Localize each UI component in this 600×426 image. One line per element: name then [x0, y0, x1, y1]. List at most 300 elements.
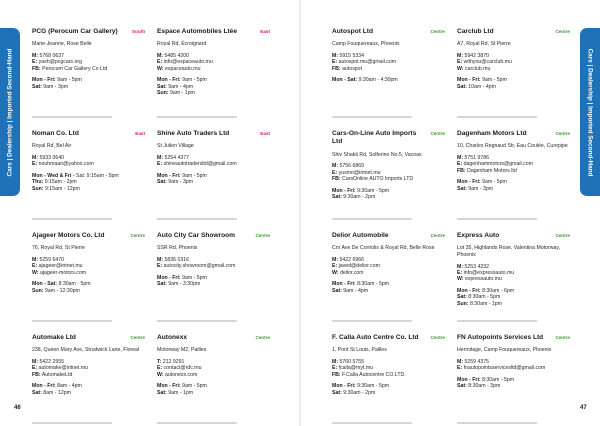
- dealer-header: [332, 130, 445, 147]
- opening-hours: [157, 383, 270, 396]
- contact-value: delior.com: [339, 269, 364, 276]
- contact-value: Perocum Car Gallery Co Ltd: [42, 65, 108, 72]
- contact-line: [157, 372, 270, 378]
- hours-days: Sat:: [457, 185, 467, 192]
- hours-days: Mon - Fri:: [332, 281, 356, 288]
- contact-value: 212 9291: [162, 359, 185, 365]
- contact-value: 5422 6966: [339, 257, 365, 263]
- hours-times: 9am - 4pm: [168, 83, 194, 90]
- dealer-grid: [332, 22, 570, 426]
- hours-times: 8:30am - 5pm: [468, 294, 501, 301]
- contact-value: ajageer@intnet.mu: [38, 263, 83, 270]
- hours-times: 8:30am - 1pm: [469, 300, 502, 307]
- hours-days: Sat:: [32, 83, 42, 90]
- contact-label: M:: [457, 263, 464, 270]
- contact-list: [32, 155, 145, 168]
- contact-value: CarsOnline AUTO Imports LTD: [342, 176, 414, 183]
- entry-divider: [32, 422, 112, 424]
- hours-times: 8:30am - 6pm: [482, 287, 515, 294]
- contact-list: [332, 257, 445, 276]
- dealer-entry: [457, 124, 570, 226]
- contact-list: [457, 53, 570, 72]
- contact-value: fnautopointsservicesltd@gmail.com: [463, 365, 546, 372]
- dealer-address: 76, Royal Rd, St Pierre: [32, 245, 86, 252]
- contact-label: W:: [157, 65, 164, 72]
- hours-times: 8am - 4pm: [57, 383, 82, 390]
- dealer-address: Hermitage, Camp Fouquereaux, Phoenix: [457, 347, 552, 354]
- dealer-address: Royal Rd, Écroignard: [157, 41, 207, 48]
- opening-hours: [32, 77, 145, 90]
- contact-value: autocity.showroom@gmail.com: [163, 263, 236, 270]
- region-tag: Centre: [430, 335, 445, 340]
- hours-line: [32, 390, 145, 396]
- dealer-name: Shine Auto Traders Ltd: [157, 130, 230, 137]
- region-tag: South: [131, 29, 145, 34]
- dealer-name: Automake Ltd: [32, 334, 76, 341]
- hours-times: 9am - 12:30pm: [44, 287, 80, 294]
- hours-times: 9am - 3pm: [43, 83, 69, 90]
- dealer-entry: [32, 22, 145, 124]
- hours-days: Sat:: [457, 383, 467, 390]
- entry-divider: [332, 218, 412, 220]
- hours-line: [457, 84, 570, 90]
- dealer-header: [157, 130, 270, 138]
- contact-line: [157, 161, 270, 167]
- contact-label: M:: [457, 53, 464, 59]
- contact-value: dagenhammotors@gmail.com: [463, 161, 533, 168]
- opening-hours: [332, 281, 445, 294]
- contact-value: contact@rdc.mu: [163, 365, 202, 372]
- opening-hours: [332, 188, 445, 201]
- dealer-address: Motorway M2, Pailles: [157, 347, 207, 354]
- page-number: 47: [580, 405, 587, 411]
- contact-label: FB:: [457, 167, 466, 174]
- contact-label: M:: [32, 257, 39, 263]
- contact-label: M:: [332, 257, 339, 263]
- dealer-header: [157, 232, 270, 240]
- hours-days: Sat:: [332, 287, 342, 294]
- dealer-address: Camp Fouquereaux, Phoenix: [332, 41, 400, 48]
- opening-hours: [457, 179, 570, 192]
- contact-label: M:: [157, 155, 164, 161]
- contact-label: FB:: [332, 65, 341, 72]
- hours-times: 9:15am - 12pm: [44, 185, 80, 192]
- contact-line: [332, 372, 445, 378]
- dealer-name: Autonexx: [157, 334, 188, 341]
- opening-hours: [157, 77, 270, 96]
- contact-value: 5760 5755: [339, 359, 365, 365]
- region-tag: East: [135, 131, 145, 136]
- contact-label: E:: [32, 263, 38, 270]
- contact-label: M:: [457, 359, 464, 365]
- hours-line: [457, 383, 570, 389]
- hours-times: 9am - 1pm: [168, 389, 194, 396]
- contact-list: [157, 53, 270, 72]
- contact-line: [457, 365, 570, 371]
- contact-line: [32, 270, 145, 276]
- contact-value: 5836 0316: [164, 257, 190, 263]
- hours-times: Sat: 9:15am - 5pm: [76, 172, 119, 179]
- contact-list: [32, 257, 145, 276]
- contact-value: 5254 4377: [164, 155, 190, 161]
- contact-label: E:: [32, 365, 38, 372]
- dealer-header: [332, 28, 445, 36]
- contact-value: shineautotradersltd@gmail.com: [163, 161, 237, 168]
- hours-days: Sat:: [157, 83, 167, 90]
- hours-times: 8:30am - 5pm: [58, 281, 91, 288]
- hours-times: 8:30am - 3pm: [468, 383, 501, 390]
- dealer-entry: [332, 328, 445, 426]
- dealer-grid: [32, 22, 270, 426]
- dealer-entry: [332, 226, 445, 328]
- hours-line: [457, 301, 570, 307]
- hours-times: 9:15am - 2pm: [44, 179, 77, 186]
- contact-value: autospot.mu@gmail.com: [338, 59, 397, 66]
- contact-value: espaceauto.mu: [164, 65, 201, 72]
- hours-days: Mon - Sat:: [32, 281, 58, 288]
- hours-days: Mon - Sat:: [332, 77, 358, 84]
- hours-times: 9:30am - 2pm: [343, 194, 376, 201]
- hours-times: 9am - 5pm: [182, 77, 207, 84]
- hours-days: Sat:: [157, 179, 167, 186]
- opening-hours: [457, 77, 570, 90]
- hours-days: Mon - Fri:: [157, 383, 181, 390]
- hours-times: 9am - 5pm: [482, 179, 507, 186]
- dealer-header: [32, 334, 145, 342]
- dealer-header: [332, 232, 445, 240]
- contact-label: W:: [332, 269, 339, 276]
- contact-label: E:: [457, 365, 463, 372]
- hours-line: [332, 194, 445, 200]
- contact-value: 5485 4200: [164, 53, 190, 59]
- hours-days: Mon - Fri:: [32, 383, 56, 390]
- hours-times: 9am - 5pm: [182, 274, 207, 281]
- contact-line: [332, 176, 445, 182]
- hours-days: Mon - Fri:: [332, 187, 356, 194]
- contact-list: [157, 359, 270, 378]
- contact-line: [157, 66, 270, 72]
- contact-label: M:: [332, 359, 339, 365]
- hours-days: Mon - Fri:: [457, 376, 481, 383]
- opening-hours: [457, 288, 570, 307]
- dealer-header: [457, 130, 570, 138]
- hours-days: Mon - Fri:: [32, 77, 56, 84]
- contact-value: F.Calla Autocentre CO.LTD.: [342, 371, 406, 378]
- dealer-name: Carclub Ltd: [457, 28, 494, 35]
- contact-value: info@expressauto.mu: [463, 270, 515, 276]
- contact-label: FB:: [32, 371, 41, 378]
- hours-times: 8:30am - 5pm: [357, 281, 390, 288]
- contact-value: withyou@carclub.mu: [463, 59, 512, 66]
- contact-label: E:: [332, 169, 338, 176]
- contact-label: M:: [157, 257, 164, 263]
- dealer-entry: [457, 226, 570, 328]
- hours-times: 9am - 3:30pm: [168, 281, 201, 288]
- contact-value: info@espaceauto.mu: [163, 59, 213, 66]
- contact-line: [32, 372, 145, 378]
- contact-label: T:: [157, 359, 162, 365]
- hours-days: Sun:: [32, 185, 44, 192]
- page-number: 46: [14, 405, 21, 411]
- section-side-tab: [580, 28, 600, 196]
- hours-times: 9am - 5pm: [182, 172, 207, 179]
- hours-times: 8:30am - 5pm: [482, 376, 515, 383]
- dealer-address: Royal Rd, Bel Air: [32, 143, 72, 150]
- dealer-entry: [157, 226, 270, 328]
- hours-times: 9am - 1pm: [169, 90, 195, 97]
- contact-list: [32, 359, 145, 378]
- contact-label: M:: [32, 53, 39, 59]
- hours-line: [457, 186, 570, 192]
- hours-days: Sat:: [157, 281, 167, 288]
- contact-label: W:: [157, 371, 164, 378]
- contact-list: [457, 359, 570, 372]
- region-tag: Centre: [130, 233, 145, 238]
- region-tag: Centre: [255, 233, 270, 238]
- entry-divider: [332, 116, 412, 118]
- contact-line: [32, 66, 145, 72]
- contact-label: M:: [32, 359, 39, 365]
- contact-label: E:: [457, 161, 463, 168]
- hours-days: Sun:: [157, 90, 169, 97]
- dealer-address: St Julien Village: [157, 143, 194, 150]
- contact-list: [457, 155, 570, 174]
- contact-list: [332, 53, 445, 72]
- opening-hours: [332, 77, 445, 83]
- region-tag: Centre: [255, 335, 270, 340]
- hours-times: 9am - 3pm: [468, 185, 494, 192]
- hours-line: [332, 77, 445, 83]
- contact-value: 5933 0640: [39, 155, 65, 161]
- dealer-entry: [157, 22, 270, 124]
- contact-list: [32, 53, 145, 72]
- contact-value: yash@pcgcars.org: [38, 59, 82, 66]
- dealer-address: Cnr Ave De Corriolis & Royal Rd, Belle Rose: [332, 245, 435, 252]
- contact-label: E:: [157, 59, 163, 66]
- hours-days: Mon - Fri:: [157, 77, 181, 84]
- opening-hours: [32, 383, 145, 396]
- contact-label: M:: [332, 163, 339, 170]
- contact-label: M:: [32, 155, 39, 161]
- contact-value: autonexx.com: [164, 371, 198, 378]
- contact-label: E:: [157, 365, 163, 372]
- dealer-name: Cars-On-Line Auto Imports Ltd: [332, 130, 417, 146]
- contact-value: javed@delior.com: [338, 263, 380, 270]
- contact-list: [332, 359, 445, 378]
- dealer-address: 238, Queen Mary Ave, Strudwick Lane, Floreal: [32, 347, 140, 354]
- hours-days: Sun:: [32, 287, 44, 294]
- contact-value: fcalla@myt.mu: [338, 365, 374, 372]
- contact-line: [157, 263, 270, 269]
- contact-label: E:: [332, 365, 338, 372]
- contact-label: E:: [332, 263, 338, 270]
- opening-hours: [157, 275, 270, 288]
- contact-line: [457, 276, 570, 282]
- hours-times: 9am - 5pm: [182, 383, 207, 390]
- dealer-entry: [332, 124, 445, 226]
- section-side-tab-label: Cars | Dealership | Imported Second-Hand: [6, 48, 14, 176]
- contact-label: W:: [457, 65, 464, 72]
- entry-divider: [32, 218, 112, 220]
- hours-times: 9:30am - 5pm: [357, 187, 390, 194]
- hours-days: Sat:: [457, 83, 467, 90]
- dealer-address: Shiv Shakti Rd, Solferino No.5, Vacoas: [332, 151, 422, 158]
- region-tag: Centre: [555, 233, 570, 238]
- dealer-header: [157, 28, 270, 36]
- hours-days: Sat:: [332, 389, 342, 396]
- dealer-header: [32, 130, 145, 138]
- contact-value: 5253 4232: [464, 263, 490, 270]
- dealer-entry: [32, 328, 145, 426]
- hours-times: 9:30am - 4:30pm: [358, 77, 398, 84]
- contact-list: [457, 264, 570, 283]
- dealer-name: Espace Automobiles Ltée: [157, 28, 238, 35]
- contact-label: E:: [32, 161, 38, 168]
- contact-value: 5942 3870: [464, 53, 490, 59]
- dealer-address: SSR Rd, Phoenix: [157, 245, 198, 252]
- contact-value: nouhmaan@yahoo.com: [38, 161, 94, 168]
- region-tag: Centre: [430, 29, 445, 34]
- contact-label: E:: [157, 263, 163, 270]
- contact-line: [457, 168, 570, 174]
- contact-value: 5756 6869: [339, 163, 365, 170]
- dealer-header: [157, 334, 270, 342]
- dealer-entry: [157, 124, 270, 226]
- hours-days: Sat:: [157, 389, 167, 396]
- hours-times: 9:30am - 2pm: [343, 389, 376, 396]
- contact-value: 5751 9786: [464, 155, 490, 161]
- opening-hours: [157, 173, 270, 186]
- contact-line: [332, 66, 445, 72]
- dealer-name: F. Calla Auto Centre Co. Ltd: [332, 334, 419, 341]
- contact-label: FB:: [332, 371, 341, 378]
- dealer-name: Delior Automobile: [332, 232, 389, 239]
- hours-days: Sat:: [332, 194, 342, 201]
- dealer-name: Ajageer Motors Co. Ltd: [32, 232, 105, 239]
- hours-days: Sat:: [32, 389, 42, 396]
- region-tag: Centre: [555, 131, 570, 136]
- contact-value: ajageer-motors.com: [39, 269, 87, 276]
- contact-label: M:: [157, 53, 164, 59]
- region-tag: East: [260, 29, 270, 34]
- hours-days: Mon - Fri:: [457, 287, 481, 294]
- hours-times: 9am - 4pm: [343, 287, 369, 294]
- entry-divider: [157, 422, 237, 424]
- contact-label: E:: [332, 59, 338, 66]
- dealer-address: Marie-Jeanne, Rose Belle: [32, 41, 92, 48]
- contact-list: [157, 257, 270, 270]
- dealer-header: [457, 232, 570, 240]
- contact-label: FB:: [32, 65, 41, 72]
- hours-days: Mon - Fri:: [157, 274, 181, 281]
- contact-label: E:: [457, 270, 463, 276]
- entry-divider: [457, 116, 537, 118]
- hours-times: 9am - 3pm: [168, 179, 194, 186]
- dealer-entry: [32, 124, 145, 226]
- contact-label: FB:: [332, 176, 341, 183]
- contact-value: autospot: [342, 65, 363, 72]
- entry-divider: [457, 422, 537, 424]
- hours-times: 9am - 5pm: [57, 77, 82, 84]
- dealer-address: A7, Royal Rd, St Pierre: [457, 41, 511, 48]
- dealer-address: Lot 35, Highlands Rose, Valentina Motorway, Phoenix: [457, 245, 561, 258]
- dealer-name: PCG (Perocum Car Gallery): [32, 28, 118, 35]
- contact-value: 5259 4375: [464, 359, 490, 365]
- contact-value: AutomakeLtd: [41, 371, 73, 378]
- dealer-header: [457, 28, 570, 36]
- entry-divider: [457, 218, 537, 220]
- contact-label: E:: [457, 59, 463, 66]
- dealer-address: 1, Pont St Louis, Pailles: [332, 347, 387, 354]
- contact-value: carclub.mu: [464, 65, 491, 72]
- contact-value: 5422 2555: [39, 359, 65, 365]
- opening-hours: [32, 173, 145, 192]
- contact-value: 5915 5334: [339, 53, 365, 59]
- hours-line: [157, 179, 270, 185]
- right-page: [300, 0, 600, 426]
- section-side-tab: [0, 28, 20, 196]
- dealer-header: [332, 334, 445, 342]
- hours-line: [332, 288, 445, 294]
- contact-label: W:: [457, 276, 464, 283]
- contact-label: W:: [32, 269, 39, 276]
- dealer-name: Noman Co. Ltd: [32, 130, 79, 137]
- contact-value: Dagenham Motors ltd: [467, 167, 517, 174]
- contact-value: 5259 6470: [39, 257, 65, 263]
- hours-line: [157, 281, 270, 287]
- entry-divider: [332, 320, 412, 322]
- hours-times: 9am - 5pm: [482, 77, 507, 84]
- hours-days: Thu:: [32, 179, 44, 186]
- opening-hours: [332, 383, 445, 396]
- dealer-header: [32, 232, 145, 240]
- hours-line: [332, 390, 445, 396]
- opening-hours: [32, 281, 145, 294]
- dealer-entry: [157, 328, 270, 426]
- contact-value: 5768 0637: [39, 53, 65, 59]
- entry-divider: [157, 116, 237, 118]
- dealer-name: Autospot Ltd: [332, 28, 374, 35]
- section-side-tab-label: Cars | Dealership | Imported Second-Hand: [586, 48, 594, 176]
- hours-line: [32, 288, 145, 294]
- region-tag: Centre: [430, 131, 445, 136]
- dealer-header: [457, 334, 570, 342]
- hours-line: [32, 186, 145, 192]
- contact-line: [332, 270, 445, 276]
- hours-line: [157, 390, 270, 396]
- contact-label: M:: [457, 155, 464, 161]
- contact-line: [457, 66, 570, 72]
- contact-label: E:: [32, 59, 38, 66]
- contact-list: [332, 163, 445, 182]
- region-tag: Centre: [130, 335, 145, 340]
- hours-line: [157, 90, 270, 96]
- entry-divider: [32, 320, 112, 322]
- hours-days: Mon - Fri:: [332, 383, 356, 390]
- contact-line: [32, 161, 145, 167]
- region-tag: Centre: [555, 335, 570, 340]
- dealer-entry: [457, 328, 570, 426]
- contact-value: automake@intnet.mu: [38, 365, 89, 372]
- hours-days: Mon - Fri:: [457, 77, 481, 84]
- entry-divider: [157, 320, 237, 322]
- entry-divider: [457, 320, 537, 322]
- hours-times: 10am - 4pm: [468, 83, 496, 90]
- hours-times: 9:30am - 5pm: [357, 383, 390, 390]
- contact-value: yusmo@intnet.mu: [338, 169, 381, 176]
- hours-days: Sat:: [457, 294, 467, 301]
- dealer-header: [32, 28, 145, 36]
